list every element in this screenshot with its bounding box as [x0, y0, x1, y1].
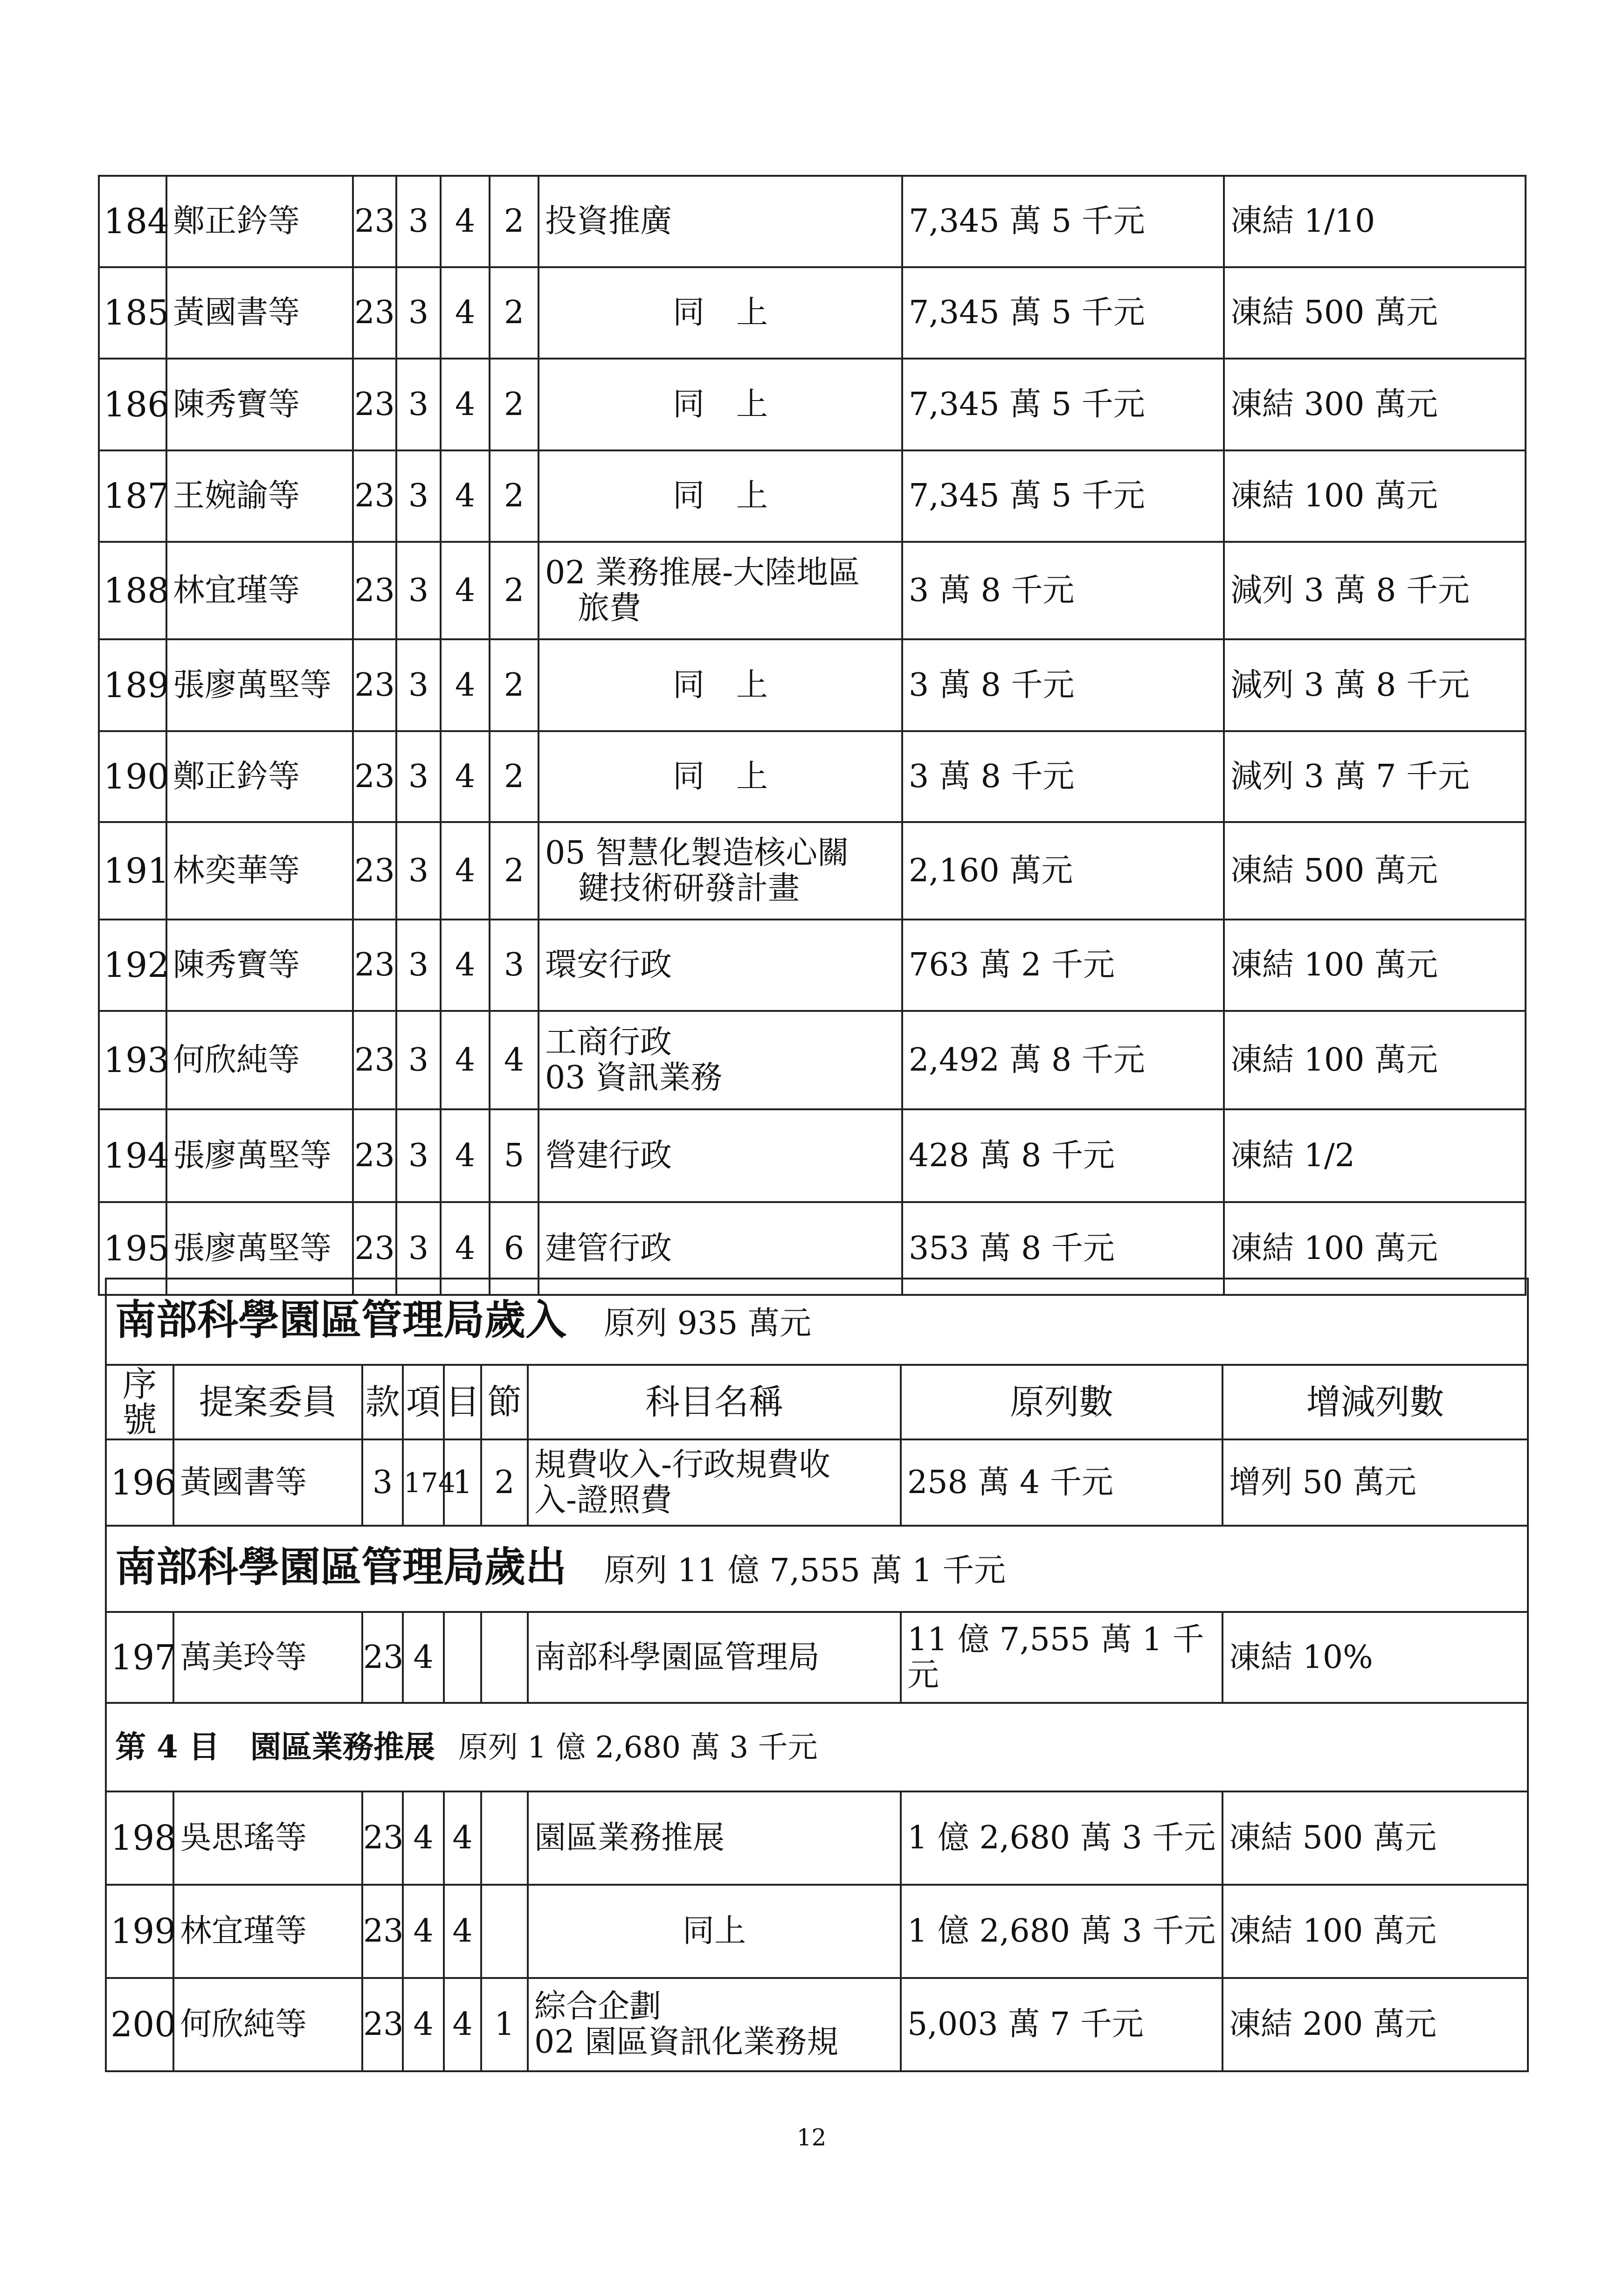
header-mu: 目: [444, 1365, 481, 1439]
kuan-cell: 23: [353, 1109, 396, 1202]
mu-cell: 4: [441, 822, 490, 920]
section-income: [106, 1279, 1528, 1365]
mu-cell: 4: [441, 1202, 490, 1295]
original-amount: 3 萬 8 千元: [902, 639, 1224, 731]
original-amount: 1 億 2,680 萬 3 千元: [901, 1885, 1222, 1978]
row-number: 191: [99, 822, 166, 920]
kuan-cell: 23: [353, 542, 396, 639]
proposer: 林宜瑾等: [166, 542, 353, 639]
mu-cell: 4: [441, 639, 490, 731]
change-amount: 凍結 300 萬元: [1224, 359, 1526, 450]
xiang-cell: 3: [396, 1011, 441, 1109]
row-number: 185: [99, 267, 166, 359]
xiang-cell: 3: [396, 1109, 441, 1202]
proposer: 王婉諭等: [166, 450, 353, 542]
original-amount: 3 萬 8 千元: [902, 542, 1224, 639]
change-amount: 減列 3 萬 7 千元: [1224, 731, 1526, 822]
original-amount: 3 萬 8 千元: [902, 731, 1224, 822]
xiang-cell: 3: [396, 822, 441, 920]
proposer: 林宜瑾等: [173, 1885, 362, 1978]
budget-table-b: [105, 1278, 1529, 2072]
subsection: [106, 1703, 1528, 1791]
item-name: 環安行政: [539, 920, 902, 1011]
table-row: 196 黃國書等 3 174 1 2 規費收入-行政規費收 入-證照費 258 萬 4 千元 增列 50 萬元: [106, 1439, 1528, 1526]
original-amount: 7,345 萬 5 千元: [902, 267, 1224, 359]
header-xiang: 項: [403, 1365, 444, 1439]
original-amount: 7,345 萬 5 千元: [902, 359, 1224, 450]
mu-cell: 4: [441, 176, 490, 267]
kuan-cell: 23: [353, 1202, 396, 1295]
original-amount: 2,160 萬元: [902, 822, 1224, 920]
budget-table-a: [98, 175, 1526, 1296]
mu-cell: 4: [441, 359, 490, 450]
change-amount: 減列 3 萬 8 千元: [1224, 542, 1526, 639]
row-number: 199: [106, 1885, 173, 1978]
item-name: 建管行政: [539, 1202, 902, 1295]
mu-cell: 4: [444, 1791, 481, 1885]
xiang-cell: 3: [396, 1202, 441, 1295]
item-name: 同 上: [539, 267, 902, 359]
table-row: [99, 267, 1526, 359]
section-original: 原列 11 億 7,555 萬 1 千元: [604, 1552, 1006, 1589]
jie-cell: 2: [490, 731, 539, 822]
original-amount: 7,345 萬 5 千元: [902, 450, 1224, 542]
item-name: 同 上: [539, 359, 902, 450]
change-amount: 凍結 100 萬元: [1224, 920, 1526, 1011]
subsection-row: [106, 1703, 1528, 1791]
mu-cell: 4: [444, 1885, 481, 1978]
jie-cell: 5: [490, 1109, 539, 1202]
jie-cell: 2: [490, 176, 539, 267]
page-number: 12: [796, 2124, 827, 2151]
subsection-title: 第 4 目 園區業務推展: [115, 1729, 435, 1765]
kuan-cell: 23: [362, 1791, 403, 1885]
header-no: 序 號: [106, 1365, 173, 1439]
item-name: 同 上: [539, 450, 902, 542]
row-number: 188: [99, 542, 166, 639]
kuan-cell: 23: [353, 359, 396, 450]
item-name: 工商行政 03 資訊業務: [539, 1011, 902, 1109]
change-amount: 凍結 100 萬元: [1224, 450, 1526, 542]
row-number: 192: [99, 920, 166, 1011]
item-name: 05 智慧化製造核心關 鍵技術研發計畫: [539, 822, 902, 920]
row-number: 198: [106, 1791, 173, 1885]
jie-cell: 2: [490, 822, 539, 920]
row-number: 189: [99, 639, 166, 731]
header-change: 增減列數: [1222, 1365, 1528, 1439]
subsection-original: 原列 1 億 2,680 萬 3 千元: [458, 1730, 818, 1765]
jie-cell: 2: [490, 542, 539, 639]
section-title: 南部科學園區管理局歲出: [115, 1542, 567, 1591]
kuan-cell: 23: [353, 1011, 396, 1109]
kuan-cell: 23: [353, 731, 396, 822]
kuan-cell: 23: [362, 1885, 403, 1978]
jie-cell: [481, 1885, 528, 1978]
xiang-cell: 3: [396, 176, 441, 267]
section-row: [106, 1279, 1528, 1365]
jie-cell: 2: [490, 267, 539, 359]
original-amount: 763 萬 2 千元: [902, 920, 1224, 1011]
item-name: 同 上: [539, 731, 902, 822]
xiang-cell: 4: [403, 1791, 444, 1885]
row-number: 187: [99, 450, 166, 542]
jie-cell: 2: [490, 359, 539, 450]
change-amount: 減列 3 萬 8 千元: [1224, 639, 1526, 731]
xiang-cell: 3: [396, 450, 441, 542]
change-amount: 凍結 500 萬元: [1224, 822, 1526, 920]
header-item: 科目名稱: [528, 1365, 901, 1439]
mu-cell: 4: [441, 267, 490, 359]
kuan-cell: 23: [353, 822, 396, 920]
section-title: 南部科學園區管理局歲入: [115, 1295, 567, 1344]
proposer: 鄭正鈐等: [166, 176, 353, 267]
proposer: 張廖萬堅等: [166, 639, 353, 731]
table-row: [99, 359, 1526, 450]
table-row: [99, 731, 1526, 822]
item-name: 園區業務推展: [528, 1791, 901, 1885]
jie-cell: 6: [490, 1202, 539, 1295]
item-name: 02 業務推展-大陸地區 旅費: [539, 542, 902, 639]
proposer: 何欣純等: [166, 1011, 353, 1109]
xiang-cell: 3: [396, 920, 441, 1011]
table-row: [99, 822, 1526, 920]
table-row: [99, 1109, 1526, 1202]
jie-cell: [481, 1791, 528, 1885]
header-jie: 節: [481, 1365, 528, 1439]
change-amount: 凍結 500 萬元: [1222, 1791, 1528, 1885]
table-row: 200 何欣純等 23 4 4 1 綜合企劃 02 園區資訊化業務規 5,003 萬 7 千元 凍結 200 萬元: [106, 1978, 1528, 2071]
xiang-cell: 3: [396, 542, 441, 639]
original-amount: 353 萬 8 千元: [902, 1202, 1224, 1295]
kuan-cell: 23: [353, 920, 396, 1011]
header-kuan: 款: [362, 1365, 403, 1439]
table-row: [99, 542, 1526, 639]
jie-cell: 2: [490, 450, 539, 542]
xiang-cell: 3: [396, 359, 441, 450]
table-row: [99, 450, 1526, 542]
table-row: [99, 639, 1526, 731]
table-row: [106, 1885, 1528, 1978]
change-amount: 凍結 100 萬元: [1222, 1885, 1528, 1978]
proposer: 吳思瑤等: [173, 1791, 362, 1885]
row-number: 193: [99, 1011, 166, 1109]
header-original: 原列數: [901, 1365, 1222, 1439]
original-amount: 1 億 2,680 萬 3 千元: [901, 1791, 1222, 1885]
header-member: 提案委員: [173, 1365, 362, 1439]
change-amount: 凍結 1/2: [1224, 1109, 1526, 1202]
item-name: 同上: [528, 1885, 901, 1978]
proposer: 黃國書等: [166, 267, 353, 359]
header-row: [106, 1365, 1528, 1439]
kuan-cell: 23: [353, 639, 396, 731]
kuan-cell: 23: [353, 450, 396, 542]
mu-cell: 4: [441, 731, 490, 822]
original-amount: 2,492 萬 8 千元: [902, 1011, 1224, 1109]
row-number: 194: [99, 1109, 166, 1202]
xiang-cell: 3: [396, 267, 441, 359]
original-amount: 7,345 萬 5 千元: [902, 176, 1224, 267]
row-number: 195: [99, 1202, 166, 1295]
xiang-cell: 4: [403, 1885, 444, 1978]
row-number: 186: [99, 359, 166, 450]
jie-cell: 2: [490, 639, 539, 731]
original-amount: 428 萬 8 千元: [902, 1109, 1224, 1202]
mu-cell: 4: [441, 920, 490, 1011]
proposer: 張廖萬堅等: [166, 1202, 353, 1295]
mu-cell: 4: [441, 450, 490, 542]
jie-cell: 3: [490, 920, 539, 1011]
kuan-cell: 23: [353, 176, 396, 267]
row-number: 190: [99, 731, 166, 822]
mu-cell: 4: [441, 1011, 490, 1109]
table-row: [99, 920, 1526, 1011]
change-amount: 凍結 500 萬元: [1224, 267, 1526, 359]
section-original: 原列 935 萬元: [604, 1305, 812, 1342]
proposer: 鄭正鈐等: [166, 731, 353, 822]
item-name: 同 上: [539, 639, 902, 731]
kuan-cell: 23: [353, 267, 396, 359]
mu-cell: 4: [441, 542, 490, 639]
table-row: 197 萬美玲等 23 4 南部科學園區管理局 11 億 7,555 萬 1 千 元 凍結 10%: [106, 1612, 1528, 1703]
proposer: 張廖萬堅等: [166, 1109, 353, 1202]
table-row: [106, 1791, 1528, 1885]
xiang-cell: 3: [396, 731, 441, 822]
item-name: 投資推廣: [539, 176, 902, 267]
section-row: [106, 1526, 1528, 1612]
proposer: 陳秀寶等: [166, 359, 353, 450]
mu-cell: 4: [441, 1109, 490, 1202]
item-name: 營建行政: [539, 1109, 902, 1202]
table-row: [99, 176, 1526, 267]
jie-cell: 4: [490, 1011, 539, 1109]
xiang-cell: 3: [396, 639, 441, 731]
change-amount: 凍結 100 萬元: [1224, 1011, 1526, 1109]
row-number: 184: [99, 176, 166, 267]
section-expense: [106, 1526, 1528, 1612]
table-row: [99, 1011, 1526, 1109]
change-amount: 凍結 1/10: [1224, 176, 1526, 267]
change-amount: 凍結 100 萬元: [1224, 1202, 1526, 1295]
proposer: 陳秀寶等: [166, 920, 353, 1011]
proposer: 林奕華等: [166, 822, 353, 920]
